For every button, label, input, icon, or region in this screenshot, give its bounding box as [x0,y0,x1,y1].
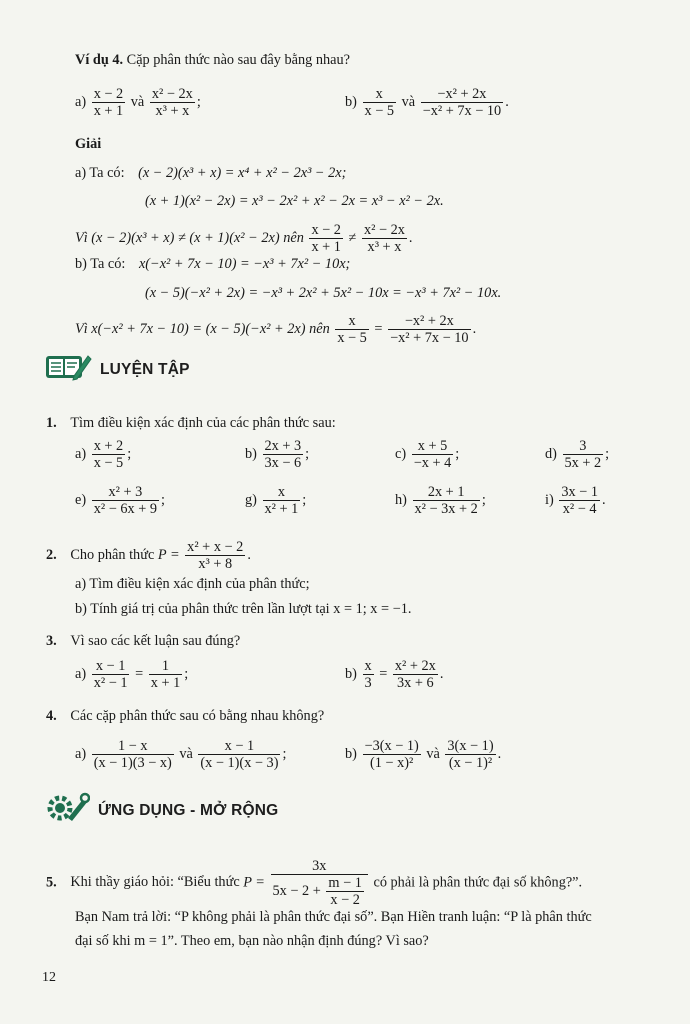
exercise-number: 5. [46,874,57,891]
part-label: b) [345,745,357,762]
fraction [185,539,245,572]
numerator: m − 1 [328,875,362,891]
fraction [445,738,495,771]
variable-name: P = [157,546,180,563]
fraction [150,86,195,119]
numerator: 3 [563,438,604,455]
part-label: b) [245,445,257,462]
example-4-part-a [75,86,201,119]
numerator: −x² + 2x [388,313,471,330]
denominator: (x − 1)(3 − x) [93,755,172,771]
fraction [413,484,480,517]
part-label: h) [395,491,407,508]
numerator: x [364,658,372,674]
part-label: g) [245,491,257,508]
fraction [335,313,369,346]
punctuation: ; [196,93,201,110]
denominator: x + 1 [150,675,181,691]
denominator-term: 5x − 2 + [272,882,321,899]
equation: (x − 5)(−x² + 2x) = −x³ + 2x² + 5x² − 10x = −x³ + 7x² − 10x. [145,285,502,301]
punctuation: ; [282,745,287,762]
numerator: 1 − x [92,738,174,755]
fraction [271,858,368,908]
exercise-1-item [545,438,609,471]
punctuation: ; [161,491,165,508]
exercise-5-line-3: đại số khi m = 1”. Theo em, bạn nào nhận định đúng? Vì sao? [75,933,429,949]
denominator: x² − 6x + 9 [93,501,157,517]
fraction [363,86,397,119]
solution-b-conclusion [75,313,476,346]
fraction [393,658,438,691]
numerator: x² − 2x [151,86,193,102]
numerator: x + 5 [412,438,454,455]
exercise-number: 4. [46,708,57,724]
denominator: 3x + 6 [397,675,434,691]
part-label: a) [75,745,87,762]
numerator: x² − 2x [363,222,405,238]
relation-sign: ≠ [348,229,357,246]
numerator: x − 1 [92,658,130,675]
conjunction: và [401,93,416,110]
numerator: x [335,313,369,330]
part-label: a) [75,445,87,462]
denominator: (x − 1)² [448,755,493,771]
numerator: x² + 2x [394,658,436,674]
numerator: 1 [149,658,183,675]
section-title: ỨNG DỤNG - MỞ RỘNG [98,801,279,819]
exercise-3-part-b [345,658,443,691]
denominator: (1 − x)² [369,755,414,771]
exercise-1-item [75,438,131,471]
section-header-application [44,792,278,829]
exercise-4-part-a [75,738,286,771]
fraction [363,738,421,771]
exercise-1-item [395,484,486,517]
numerator: 2x + 3 [264,438,302,454]
wrench-gear-icon [44,792,90,829]
fraction [388,313,471,346]
exercise-1-item [395,438,459,471]
solution-intro: b) Ta có: [75,256,126,272]
punctuation: ; [127,445,132,462]
denominator: −x² + 7x − 10 [422,103,502,119]
relation-sign: = [374,320,383,337]
exercise-number: 3. [46,633,57,649]
variable-name: P = [243,874,265,891]
denominator: x − 5 [364,103,395,119]
reasoning-text: Vì (x − 2)(x³ + x) ≠ (x + 1)(x² − 2x) nên [75,229,304,246]
book-pencil-icon [44,352,92,387]
fraction [559,484,600,517]
example-4-part-b [345,86,509,119]
exercise-5-line-2: Bạn Nam trả lời: “P không phải là phân thức đại số”. Bạn Hiền tranh luận: “P là phân thức [75,909,592,925]
solution-a-conclusion [75,222,413,255]
exercise-1-item [545,484,606,517]
fraction [263,438,304,471]
exercise-1-item [245,484,306,517]
fraction [92,438,126,471]
denominator: x³ + x [367,239,402,255]
numerator: 3(x − 1) [447,738,494,754]
numerator: x² + 3 [92,484,159,501]
solution-intro: a) Ta có: [75,165,125,181]
example-question: Cặp phân thức nào sau đây bằng nhau? [126,52,350,68]
conjunction: và [426,745,440,762]
part-label: b) [345,665,357,682]
denominator: x + 1 [311,239,341,255]
numerator: 2x + 1 [413,484,480,501]
exercise-text-tail: có phải là phân thức đại số không?”. [373,874,583,891]
solution-a-line-1 [75,164,346,182]
exercise-text: Khi thầy giáo hỏi: “Biểu thức [70,874,240,891]
punctuation: ; [605,445,610,462]
nested-fraction [326,875,363,908]
exercise-number: 1. [46,415,57,431]
punctuation: . [439,665,444,682]
fraction [92,484,159,517]
punctuation: . [408,229,413,246]
fraction [362,222,407,255]
punctuation: ; [481,491,486,508]
fraction [412,438,454,471]
denominator: 5x + 2 [564,455,602,471]
exercise-text: Tìm điều kiện xác định của các phân thức sau: [70,415,336,431]
denominator: −x + 4 [413,455,452,471]
section-title: LUYỆN TẬP [100,360,190,378]
reasoning-text: Vì x(−x² + 7x − 10) = (x − 5)(−x² + 2x) nên [75,320,330,337]
exercise-text: Vì sao các kết luận sau đúng? [70,633,241,649]
denominator: x³ + 8 [198,556,233,572]
exercise-3-part-a [75,658,188,691]
equation: (x − 2)(x³ + x) = x⁴ + x² − 2x³ − 2x; [138,165,347,181]
denominator: x − 5 [93,455,124,471]
fraction [149,658,183,691]
equation: x(−x² + 7x − 10) = −x³ + 7x² − 10x; [138,256,351,272]
numerator: x [263,484,301,501]
punctuation: . [505,93,509,110]
denominator: x² − 3x + 2 [414,501,478,517]
punctuation: . [472,320,477,337]
denominator: x² − 1 [93,675,128,691]
exercise-text: Cho phân thức [70,546,155,563]
punctuation: . [247,546,251,563]
fraction [263,484,301,517]
part-label: i) [545,491,554,508]
fraction [563,438,604,471]
conjunction: và [179,745,193,762]
fraction [421,86,504,119]
part-label: c) [395,445,407,462]
fraction [198,738,280,771]
part-label: d) [545,445,557,462]
denominator: x − 5 [337,330,367,346]
part-label: a) [75,93,87,110]
denominator: x + 1 [93,103,124,119]
exercise-2-part-a: a) Tìm điều kiện xác định của phân thức; [75,576,310,592]
solution-b-line-1 [75,255,350,273]
numerator: 3x [271,858,368,875]
exercise-4-prompt [46,707,324,725]
equation: (x + 1)(x² − 2x) = x³ − 2x² + x² − 2x = x³ − x² − 2x. [145,193,444,209]
punctuation: . [601,491,606,508]
numerator: x² + x − 2 [187,539,244,555]
example-title: Ví dụ 4. [75,52,124,68]
part-label: a) [75,665,87,682]
exercise-text: Các cặp phân thức sau có bằng nhau không? [70,708,325,724]
fraction [92,86,126,119]
solution-b-line-2 [145,284,501,302]
exercise-number: 2. [46,546,57,563]
section-header-practice [44,352,190,387]
exercise-2-part-b: b) Tính giá trị của phân thức trên lần lượt tại x = 1; x = −1. [75,601,412,617]
numerator: −3(x − 1) [364,738,419,754]
numerator: −x² + 2x [421,86,504,103]
exercise-2-prompt [46,539,251,572]
exercise-1-item [75,484,165,517]
part-label: b) [345,93,357,110]
denominator: x − 2 [330,892,360,908]
exercise-5-prompt [46,858,582,908]
punctuation: ; [305,445,310,462]
fraction [363,658,374,691]
exercise-1-prompt [46,414,336,432]
punctuation: ; [455,445,460,462]
punctuation: . [497,745,502,762]
numerator: x + 2 [93,438,124,454]
numerator: x − 2 [311,222,341,238]
relation-sign: = [135,665,144,682]
solution-a-line-2 [145,192,444,210]
page-number: 12 [42,970,56,985]
denominator: x² − 4 [562,501,597,517]
numerator: x − 2 [93,86,124,102]
numerator: 3x − 1 [561,484,598,500]
denominator [271,875,368,908]
exercise-1-item [245,438,309,471]
exercise-4-part-b [345,738,501,771]
fraction [92,658,130,691]
relation-sign: = [379,665,388,682]
part-label: e) [75,491,87,508]
denominator: x³ + x [155,103,190,119]
punctuation: ; [184,665,189,682]
example-4-heading [75,51,350,69]
exercise-3-prompt [46,632,240,650]
numerator: x [363,86,397,103]
denominator: x² + 1 [264,501,299,517]
numerator: x − 1 [198,738,280,755]
denominator: (x − 1)(x − 3) [200,755,279,771]
denominator: 3x − 6 [264,455,302,471]
punctuation: ; [302,491,307,508]
fraction [92,738,174,771]
solution-title: Giải [75,136,102,152]
conjunction: và [130,93,145,110]
denominator: 3 [364,675,372,691]
denominator: −x² + 7x − 10 [390,330,469,346]
fraction [309,222,343,255]
